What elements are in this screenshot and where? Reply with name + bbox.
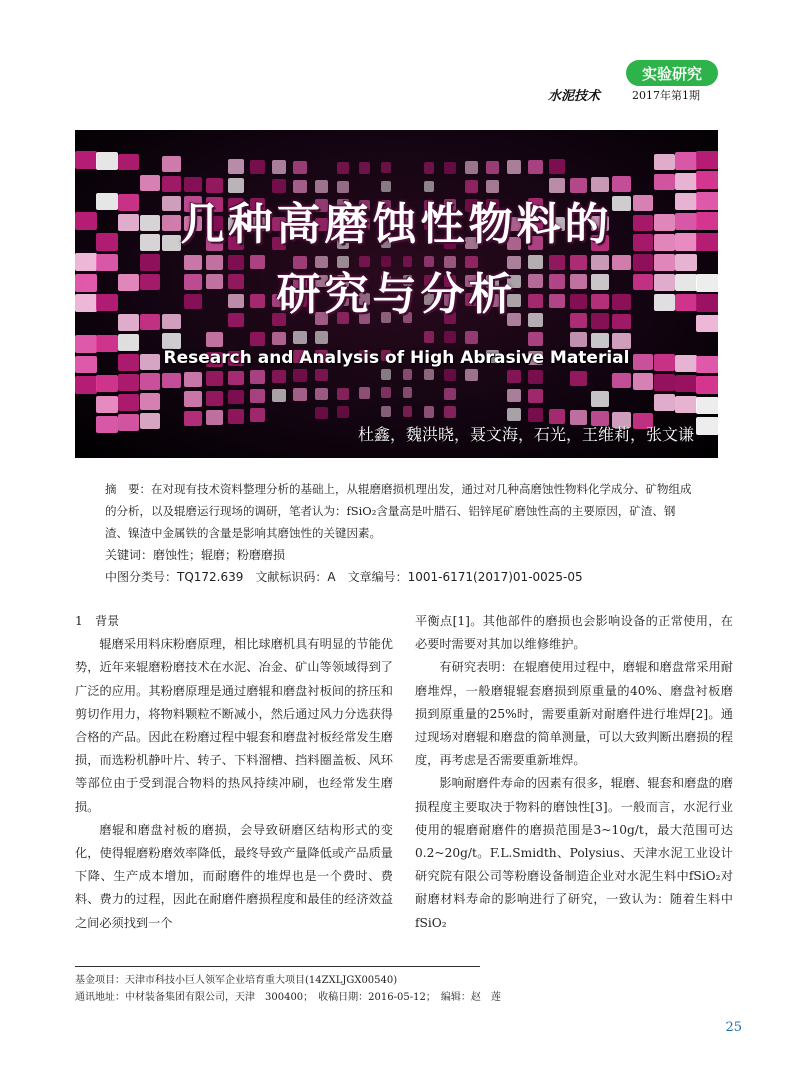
banner-tile: [206, 371, 223, 386]
banner-tile: [528, 408, 543, 422]
issue-label: 2017年第1期: [632, 89, 700, 102]
body-paragraph: 平衡点[1]。其他部件的磨损也会影响设备的正常使用，在必要时需要对其加以维修维护。: [415, 614, 733, 652]
banner-tile: [315, 369, 327, 382]
banner-tile: [228, 159, 244, 174]
banner-tile: [444, 406, 455, 418]
section-badge: 实验研究: [626, 60, 718, 86]
abstract-block: [105, 478, 695, 588]
banner-tile: [96, 375, 118, 392]
banner-tile: [250, 389, 265, 403]
banner-tile: [118, 154, 139, 171]
article-title-line2: 研究与分析: [276, 269, 517, 320]
keywords-line: [105, 544, 695, 566]
banner-tile: [184, 391, 202, 406]
abstract-paragraph: [105, 478, 695, 544]
journal-name: 水泥技术: [548, 89, 601, 104]
banner-tile: [162, 373, 181, 389]
banner-tile: [381, 369, 391, 380]
right-column: [415, 610, 733, 935]
banner-tile: [696, 151, 718, 169]
keywords-label: 关键词：: [105, 548, 154, 562]
banner-tile: [272, 332, 286, 346]
banner-tile: [293, 388, 306, 401]
banner-tile: [465, 369, 477, 382]
banner-tile: [675, 152, 697, 169]
banner-tile: [272, 389, 286, 403]
banner-tile: [250, 332, 265, 346]
body-paragraph: 有研究表明：在辊磨使用过程中，磨辊和磨盘常采用耐磨堆焊，一般磨辊辊套磨损到原重量的40%、磨盘衬板磨损到原重量的25%时，需要重新对耐磨件进行堆焊[2]。通过现场对磨辊和磨盘的简单测量，可以大致判断出磨损的程度，再考虑是否需要重新堆焊。: [415, 660, 733, 768]
banner-tile: [162, 156, 181, 172]
banner-tile: [228, 409, 244, 424]
banner-tile: [293, 369, 306, 382]
banner-tile: [140, 373, 160, 389]
banner-tile: [206, 332, 223, 347]
banner-tile: [337, 406, 348, 418]
banner-tile: [359, 387, 369, 399]
banner-tile: [228, 390, 244, 405]
banner-tile: [250, 408, 265, 422]
banner-tile: [424, 369, 434, 381]
banner-tile: [315, 331, 327, 344]
banner-tile: [381, 387, 391, 398]
banner-tile: [507, 408, 521, 422]
author-list: 杜鑫，魏洪晓，聂文海，石光，王维莉，张文谦: [357, 425, 694, 444]
banner-tile: [570, 371, 587, 386]
banner-tile: [96, 396, 118, 413]
banner-tile: [293, 331, 306, 344]
left-column: [75, 610, 393, 935]
banner-tile: [465, 161, 477, 174]
banner-tile: [612, 373, 631, 389]
banner-tile: [612, 333, 631, 349]
banner-tile: [293, 161, 306, 174]
banner-tile: [118, 374, 139, 391]
page-number: 25: [725, 1020, 742, 1035]
banner-tile: [591, 391, 609, 406]
banner-tile: [162, 333, 181, 349]
banner-tile: [444, 388, 455, 400]
banner-tile: [424, 162, 434, 174]
banner-tile: [444, 162, 455, 174]
banner-tile: [696, 376, 718, 394]
banner-tile: [75, 151, 97, 169]
banner-tile: [654, 394, 675, 411]
address-footnote: 通讯地址：中材装备集团有限公司，天津 300400； 收稿日期：2016-05-12； 编辑：赵 莲: [75, 992, 501, 1003]
banner-tile: [465, 331, 477, 344]
banner-tile: [444, 369, 455, 381]
banner-tile: [403, 369, 413, 380]
fund-footnote: 基金项目：天津市科技小巨人领军企业培育重大项目(14ZXLJGX00540): [75, 975, 398, 986]
banner-tile: [654, 154, 675, 171]
banner-tile: [337, 162, 348, 174]
body-paragraph: 影响耐磨件寿命的因素有很多，辊磨、辊套和磨盘的磨损程度主要取决于物料的磨蚀性[3]。一般而言，水泥行业使用的辊磨耐磨件的磨损范围是3~10g/t，最大范围可达0.2~20g/t。F.L.Smidth、Polysius、天津水泥工业设计研究院有限公司等粉磨设备制造企业对水泥生料中fSiO₂对耐磨材料寿命的影响进行了研究，一致认为：随着生料中fSiO₂: [415, 776, 733, 930]
banner-tile: [206, 391, 223, 406]
banner-tile: [549, 159, 565, 174]
banner-tile: [507, 160, 521, 174]
banner-tile: [528, 370, 543, 384]
banner-tile: [486, 161, 499, 174]
banner-tile: [424, 331, 434, 343]
banner-tile: [424, 406, 434, 418]
section-heading: 1 背景: [75, 614, 120, 628]
banner-tile: [696, 397, 718, 415]
banner-tile: [206, 410, 223, 425]
title-banner: [75, 130, 718, 458]
banner-tile: [315, 388, 327, 401]
banner-tile: [675, 375, 697, 392]
banner-tile: [696, 171, 718, 189]
banner-tile: [403, 387, 413, 398]
banner-tile: [272, 370, 286, 384]
banner-tile: [75, 376, 97, 394]
banner-tile: [315, 407, 327, 420]
banner-tile: [96, 152, 118, 169]
abstract-text: 在对现有技术资料整理分析的基础上，从辊磨磨损机理出发，通过对几种高磨蚀性物料化学成分、矿物组成的分析，以及辊磨运行现场的调研，笔者认为：fSiO₂含量高是叶腊石、铝锌尾矿磨蚀性高的主要原因，矿渣、钢渣、镍渣中金属铁的含量是影响其磨蚀性的关键因素。: [105, 482, 692, 540]
banner-tile: [381, 406, 391, 417]
banner-tile: [250, 370, 265, 384]
abstract-label: 摘 要：: [105, 482, 151, 496]
keywords-text: 磨蚀性；辊磨；粉磨磨损: [153, 548, 286, 562]
banner-tile: [381, 162, 391, 173]
footnote-divider: [75, 966, 480, 967]
banner-tile: [337, 388, 348, 400]
banner-tile: [654, 374, 675, 391]
banner-tile: [228, 371, 244, 386]
banner-tile: [184, 411, 202, 426]
banner-tile: [140, 413, 160, 429]
banner-tile: [675, 396, 697, 413]
banner-tile: [96, 416, 118, 433]
banner-tile: [633, 373, 653, 389]
banner-tile: [696, 417, 718, 435]
banner-tile: [140, 393, 160, 409]
banner-tile: [570, 332, 587, 347]
banner-tile: [507, 370, 521, 384]
banner-tile: [250, 160, 265, 174]
banner-tile: [118, 414, 139, 431]
banner-tile: [591, 333, 609, 348]
banner-tile: [444, 331, 455, 343]
banner-tile: [359, 162, 369, 174]
article-title-line1: 几种高磨蚀性物料的: [180, 199, 613, 250]
banner-tile: [403, 406, 413, 417]
banner-tile: [272, 160, 286, 174]
banner-tile: [528, 389, 543, 403]
banner-tile: [118, 394, 139, 411]
banner-tile: [528, 332, 543, 346]
body-paragraph: 磨辊和磨盘衬板的磨损，会导致研磨区结构形式的变化，使得辊磨粉磨效率降低，最终导致产量降低或产品质量下降、生产成本增加，而耐磨件的堆焊也是一个费时、费料、费力的过程，因此在耐磨件磨损程度和最佳的经济效益之间必须找到一个: [75, 822, 393, 930]
banner-tile: [528, 160, 543, 174]
classification-line: 中图分类号：TQ172.639 文献标识码：A 文章编号：1001-6171(2017)01-0025-05: [105, 570, 583, 584]
banner-tile: [184, 372, 202, 387]
body-paragraph: 辊磨采用料床粉磨原理，相比球磨机具有明显的节能优势，近年来辊磨粉磨技术在水泥、冶金、矿山等领域得到了广泛的应用。其粉磨原理是通过磨辊和磨盘衬板间的挤压和剪切作用力，将物料颗粒不断减小，然后通过风力分选获得合格的产品。因此在粉磨过程中辊套和磨盘衬板经常发生磨损，而选粉机静叶片、转子、下料溜槽、挡料圈盖板、风环等部位由于受到混合物料的热风持续冲刷，也经常发生磨损。: [75, 637, 393, 814]
banner-tile: [507, 389, 521, 403]
english-subtitle: Research and Analysis of High Abrasive Material: [163, 348, 630, 368]
